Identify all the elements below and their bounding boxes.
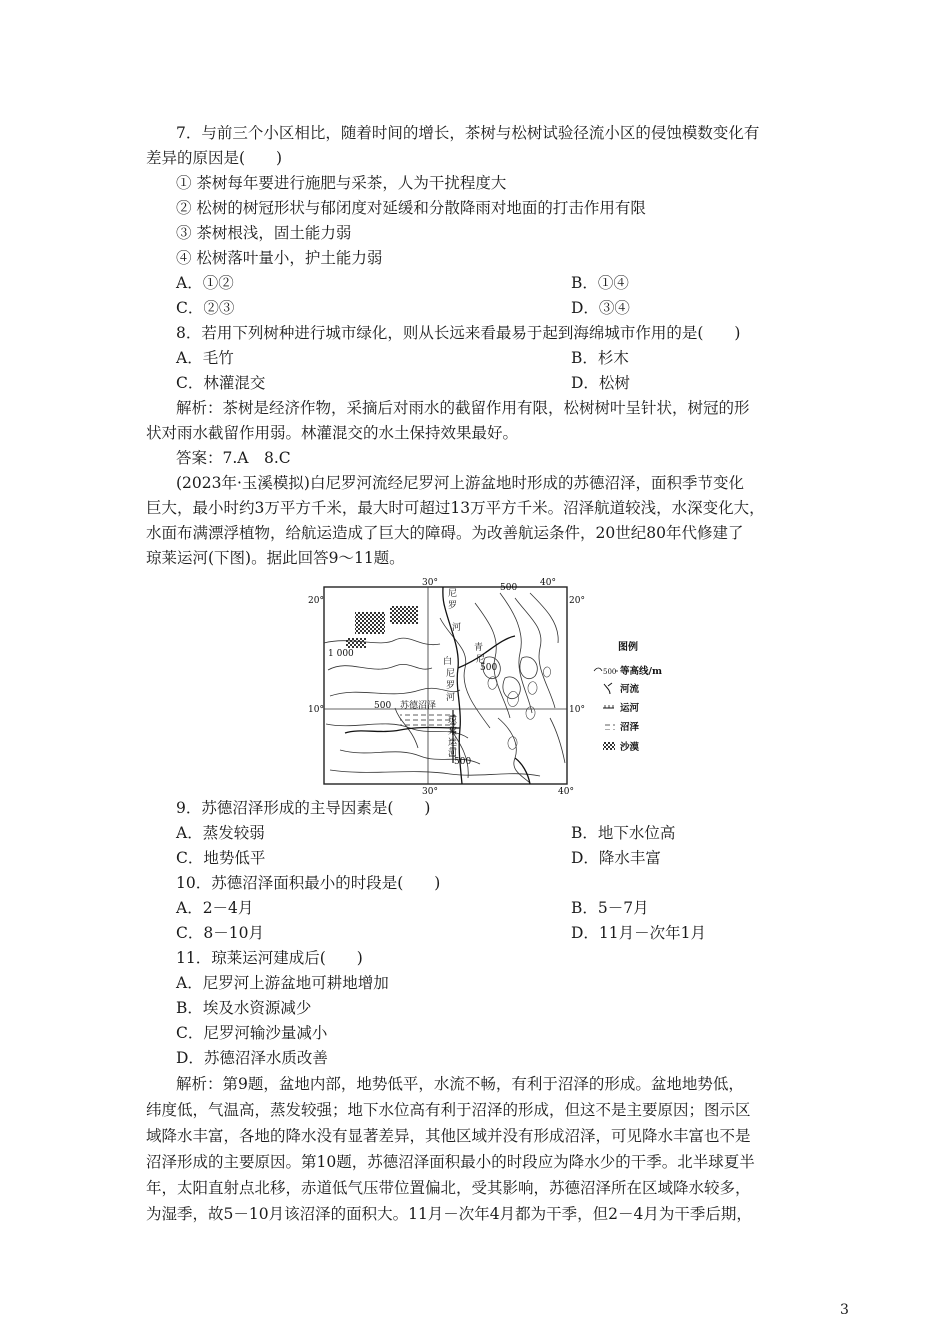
map-label-contour-1000: 1 000 xyxy=(328,649,354,659)
map-label-blue-nile-1: 青 xyxy=(474,643,484,653)
analysis2-line2: 纬度低，气温高，蒸发较强；地下水位高有利于沼泽的形成，但这不是主要原因；图示区 xyxy=(146,1101,751,1119)
map-label-contour-500-d: 500 xyxy=(454,757,472,767)
q8-option-b: B．杉木 xyxy=(571,349,629,367)
q11-option-d: D．苏德沼泽水质改善 xyxy=(176,1049,328,1067)
map-label-nile-1: 尼 xyxy=(448,589,458,599)
intro-line4: 琼莱运河(下图)。据此回答9～11题。 xyxy=(146,549,405,567)
legend-desert-label: 沙漠 xyxy=(620,742,640,753)
q8-option-c: C．林灌混交 xyxy=(176,374,266,392)
q8-stem: 8．若用下列树种进行城市绿化，则从长远来看最易于起到海绵城市作用的是( ) xyxy=(176,324,741,342)
page-number: 3 xyxy=(840,1302,849,1318)
q11-option-a: A．尼罗河上游盆地可耕地增加 xyxy=(176,974,389,992)
map-label-contour-500-a: 500 xyxy=(374,701,392,711)
legend-contour-label: 等高线/m xyxy=(620,666,663,677)
lat-label-10-left: 10° xyxy=(308,705,324,715)
analysis1-line2: 状对雨水截留作用弱。林灌混交的水土保持效果最好。 xyxy=(146,424,519,442)
map-label-white-nile-2: 尼 xyxy=(446,669,456,679)
map-label-jonglei-3: 运 xyxy=(448,738,458,748)
lon-label-40-bottom: 40° xyxy=(558,787,574,796)
map-label-white-nile-4: 河 xyxy=(446,693,456,703)
map-label-white-nile-3: 罗 xyxy=(446,681,456,691)
desert-area xyxy=(355,612,385,634)
map-label-contour-500-b: 500 xyxy=(500,583,518,593)
intro-line2: 巨大，最小时约3万平方千米，最大时可超过13万平方千米。沼泽航道较浅，水深变化大， xyxy=(146,499,765,517)
analysis2-line4: 沼泽形成的主要原因。第10题，苏德沼泽面积最小的时段应为降水少的干季。北半球夏半 xyxy=(146,1153,755,1171)
map-label-nile-3: 河 xyxy=(452,623,462,633)
q8-option-a: A．毛竹 xyxy=(176,349,234,367)
analysis2-line6: 为湿季，故5－10月该沼泽的面积大。11月－次年4月都为干季，但2－4月为干季后期， xyxy=(146,1205,752,1223)
answer1: 答案：7.A 8.C xyxy=(176,449,291,467)
q7-option-d: D．③④ xyxy=(571,299,630,317)
q7-option-a: A．①② xyxy=(176,274,234,292)
q9-option-c: C．地势低平 xyxy=(176,849,266,867)
map-label-jonglei-2: 莱 xyxy=(448,727,458,737)
intro-line3: 水面布满漂浮植物，给航运造成了巨大的障碍。为改善航运条件，20世纪80年代修建了 xyxy=(146,524,744,542)
legend-title: 图例 xyxy=(618,642,638,653)
map-label-white-nile-1: 白 xyxy=(443,657,453,667)
map-label-jonglei-4: 河 xyxy=(448,749,458,759)
map-label-blue-nile-2: 尼 xyxy=(476,655,486,665)
q7-item-3: ③ 茶树根浅，固土能力弱 xyxy=(176,224,352,242)
q9-stem: 9．苏德沼泽形成的主导因素是( ) xyxy=(176,799,431,817)
legend-canal-label: 运河 xyxy=(620,703,640,714)
desert-area xyxy=(390,606,418,624)
analysis2-line5: 年，太阳直射点北移，赤道低气压带位置偏北，受其影响，苏德沼泽所在区域降水较多， xyxy=(146,1179,751,1197)
map-label-nile-2: 罗 xyxy=(448,601,458,611)
q7-option-b: B．①④ xyxy=(571,274,629,292)
legend-contour-value: 500 xyxy=(603,668,617,676)
q7-stem-line2: 差异的原因是( ) xyxy=(146,149,283,167)
map-legend xyxy=(594,640,662,753)
q11-stem: 11．琼莱运河建成后( ) xyxy=(176,949,363,967)
lon-label-30-top: 30° xyxy=(422,578,438,588)
q10-option-a: A．2－4月 xyxy=(176,899,254,917)
legend-swamp-label: 沼泽 xyxy=(620,722,640,733)
legend-river-label: 河流 xyxy=(620,684,640,695)
map-label-jonglei-1: 琼 xyxy=(448,716,458,726)
analysis2-line1: 解析：第9题，盆地内部，地势低平，水流不畅，有利于沼泽的形成。盆地地势低， xyxy=(176,1075,744,1093)
lat-label-10-right: 10° xyxy=(569,705,585,715)
sudd-swamp-map xyxy=(300,578,690,796)
q9-option-d: D．降水丰富 xyxy=(571,849,661,867)
q10-option-d: D．11月－次年1月 xyxy=(571,924,707,942)
map-label-sudd: 苏德沼泽 xyxy=(400,701,437,711)
analysis1-line1: 解析：茶树是经济作物，采摘后对雨水的截留作用有限，松树树叶呈针状，树冠的形 xyxy=(176,399,750,417)
q7-option-c: C．②③ xyxy=(176,299,235,317)
q11-option-b: B．埃及水资源减少 xyxy=(176,999,312,1017)
q7-item-1: ① 茶树每年要进行施肥与采茶，人为干扰程度大 xyxy=(176,174,507,192)
lon-label-30-bottom: 30° xyxy=(422,787,438,796)
q11-option-c: C．尼罗河输沙量减小 xyxy=(176,1024,328,1042)
desert-area xyxy=(346,638,366,648)
q7-item-2: ② 松树的树冠形状与郁闭度对延缓和分散降雨对地面的打击作用有限 xyxy=(176,199,646,217)
q7-item-4: ④ 松树落叶量小，护土能力弱 xyxy=(176,249,383,267)
lat-label-20-right: 20° xyxy=(569,596,585,606)
q10-option-c: C．8－10月 xyxy=(176,924,264,942)
q8-option-d: D．松树 xyxy=(571,374,630,392)
q10-stem: 10．苏德沼泽面积最小的时段是( ) xyxy=(176,874,441,892)
analysis2-line3: 域降水丰富，各地的降水没有显著差异，其他区域并没有形成沼泽，可见降水丰富也不是 xyxy=(146,1127,751,1145)
q10-option-b: B．5－7月 xyxy=(571,899,649,917)
lon-label-40-top: 40° xyxy=(540,578,556,588)
lat-label-20-left: 20° xyxy=(308,596,324,606)
q9-option-b: B．地下水位高 xyxy=(571,824,676,842)
map-label-contour-500-c: 500 xyxy=(480,663,498,673)
intro-line1: (2023年·玉溪模拟)白尼罗河流经尼罗河上游盆地时形成的苏德沼泽，面积季节变化 xyxy=(176,474,744,492)
q7-stem-line1: 7．与前三个小区相比，随着时间的增长，茶树与松树试验径流小区的侵蚀模数变化有 xyxy=(176,124,760,142)
q9-option-a: A．蒸发较弱 xyxy=(176,824,265,842)
sudd-swamp-area xyxy=(400,711,455,729)
